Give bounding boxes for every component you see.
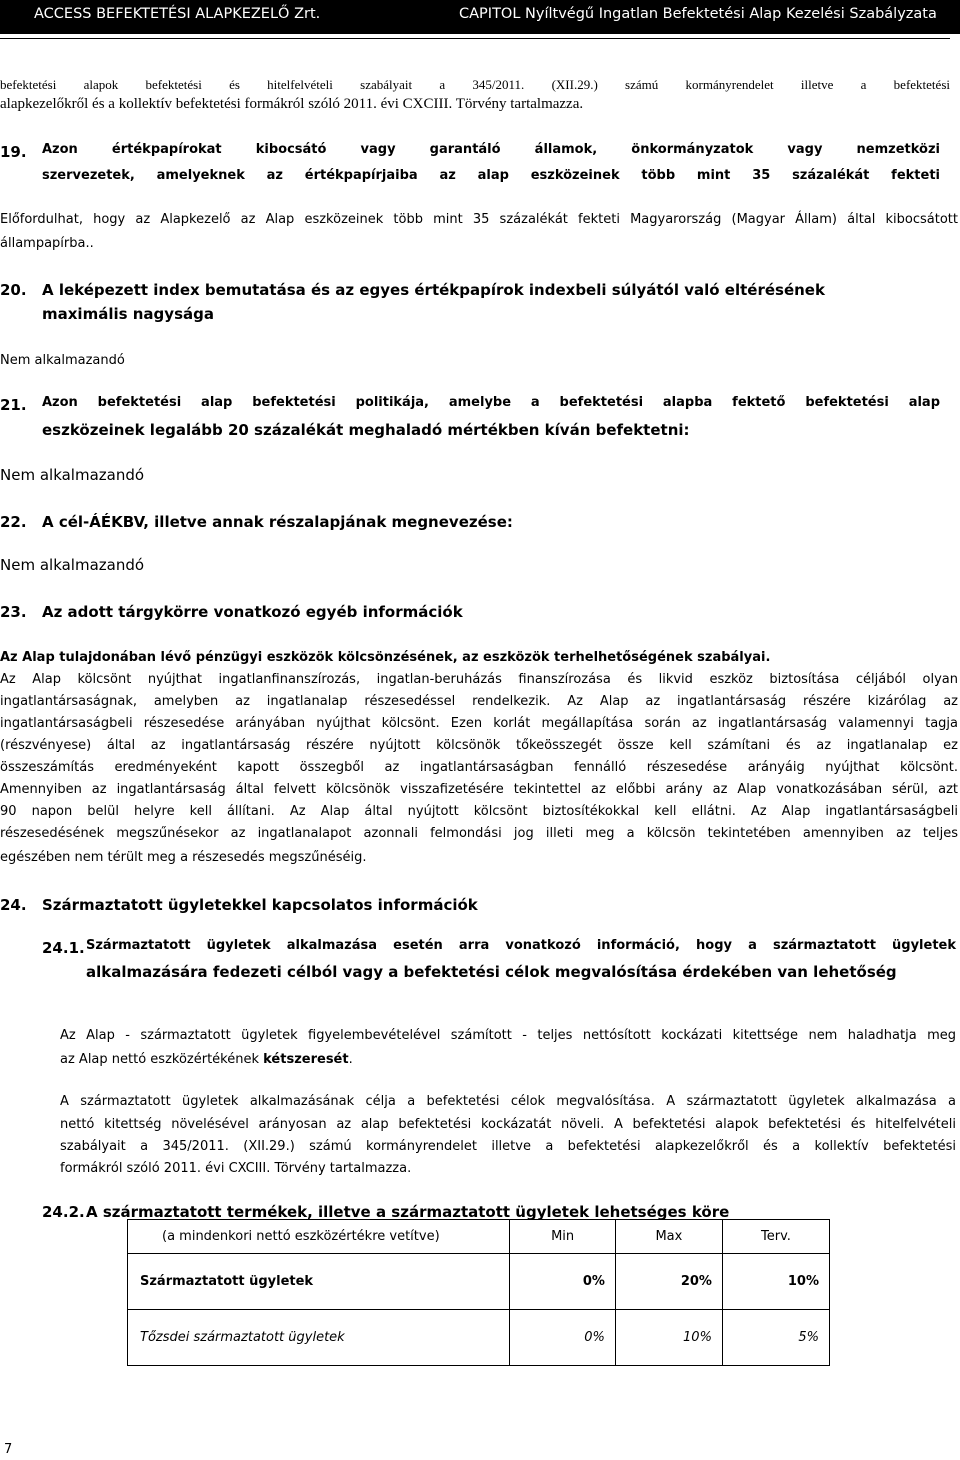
- table-cell: 0%: [510, 1310, 616, 1366]
- subsection-24-2-title: A származtatott termékek, illetve a származtatott ügyletek lehetséges köre: [86, 1203, 730, 1221]
- subsection-24-1-para: formákról szóló 2011. évi CXCIII. Törvény tartalmazza.: [60, 1161, 412, 1176]
- subsection-number: 24.1.: [42, 939, 85, 957]
- subsection-number: 24.2.: [42, 1203, 85, 1221]
- subsection-24-1-para: nettó kitettség növelésével arányosan az alap befektetési kockázatát növeli. A befektetési alapok befektetési és hitelfelvételi: [60, 1117, 956, 1132]
- subsection-24-1-title: alkalmazására fedezeti célból vagy a befektetési célok megvalósítása érdekében van lehetőség: [86, 963, 897, 981]
- section-22-title: A cél-ÁÉKBV, illetve annak részalapjának megnevezése:: [42, 513, 513, 531]
- section-23-body: Amennyiben az ingatlantársaság által felvett kölcsönök visszafizetésére tekintettel az előbbi arány az Alap vonatkozásában sérül, azt: [0, 782, 958, 797]
- table-cell: 10%: [722, 1254, 829, 1310]
- section-23-body: egészében nem térült meg a részesedés megszűnéséig.: [0, 850, 367, 865]
- subsection-24-1-title: Származtatott ügyletek alkalmazása esetén arra vonatkozó információ, hogy a származtatott ügyletek: [86, 938, 956, 953]
- section-19-title: Azon értékpapírokat kibocsátó vagy garantáló államok, önkormányzatok vagy nemzetközi: [42, 142, 940, 157]
- section-23-subtitle: Az Alap tulajdonában lévő pénzügyi eszközök kölcsönzésének, az eszközök terhelhetőségének szabályai.: [0, 650, 771, 665]
- section-23-body: részesedésének megszűnésekor az ingatlanalapot azonnali felmondási jog illeti meg a kölcsön tekintetében amennyiben az teljes: [0, 826, 958, 841]
- table-header-cell: Min: [510, 1220, 616, 1254]
- section-23-body: (részvényese) által az ingatlantársaság részére nyújtott kölcsönök tőkeösszegét össze kell számítani és az ingatlanalap ez: [0, 738, 958, 753]
- section-20-body: Nem alkalmazandó: [0, 353, 125, 368]
- section-24-title: Származtatott ügyletekkel kapcsolatos információk: [42, 896, 478, 914]
- section-21-body: Nem alkalmazandó: [0, 466, 145, 484]
- table-header-cell: Max: [615, 1220, 722, 1254]
- section-number: 20.: [0, 281, 27, 299]
- page-header: [0, 0, 960, 34]
- section-number: 19.: [0, 143, 27, 161]
- section-number: 23.: [0, 603, 27, 621]
- section-19-body: Előfordulhat, hogy az Alapkezelő az Alap eszközeinek több mint 35 százalékát fekteti Magyarország (Magyar Állam) által kibocsátott: [0, 212, 958, 227]
- section-20-title: A leképezett index bemutatása és az egyes értékpapírok indexbeli súlyától való eltérésének: [42, 281, 825, 299]
- subsection-24-1-para: A származtatott ügyletek alkalmazásának célja a befektetési célok megvalósítása. A származtatott ügyletek alkalmazása a: [60, 1094, 956, 1109]
- section-22-body: Nem alkalmazandó: [0, 556, 145, 574]
- section-number: 21.: [0, 396, 27, 414]
- table-cell: 0%: [510, 1254, 616, 1310]
- subsection-24-1-para: Az Alap - származtatott ügyletek figyelembevételével számított - teljes nettósított kockázati kitettsége nem haladhatja meg: [60, 1028, 956, 1043]
- table-cell: Tőzsdei származtatott ügyletek: [128, 1310, 510, 1366]
- header-document-title: CAPITOL Nyíltvégű Ingatlan Befektetési Alap Kezelési Szabályzata: [459, 6, 937, 22]
- table-cell: 5%: [722, 1310, 829, 1366]
- section-20-title: maximális nagysága: [42, 305, 214, 323]
- section-number: 24.: [0, 896, 27, 914]
- emphasis: kétszeresét: [263, 1052, 349, 1067]
- table-row: [128, 1254, 830, 1310]
- table-cell: Származtatott ügyletek: [128, 1254, 510, 1310]
- section-23-title: Az adott tárgykörre vonatkozó egyéb információk: [42, 603, 463, 621]
- header-company: ACCESS BEFEKTETÉSI ALAPKEZELŐ Zrt.: [34, 6, 321, 22]
- section-23-body: ingatlantársaságbeli részesedése arányában nyújthat kölcsönt. Ezen korlát megállapítása során az ingatlantársaság valamennyi tagja: [0, 716, 958, 731]
- header-rule: [0, 38, 950, 39]
- table-cell: 10%: [615, 1310, 722, 1366]
- table-header-cell: (a mindenkori nettó eszközértékre vetítve): [128, 1220, 510, 1254]
- intro-line: alapkezelőkről és a kollektív befektetési formákról szóló 2011. évi CXCIII. Törvény tartalmazza.: [0, 96, 584, 112]
- section-23-body: Az Alap kölcsönt nyújthat ingatlanfinanszírozás, ingatlan-beruházás finanszírozása és likvid eszköz biztosítása céljából olyan: [0, 672, 958, 687]
- intro-line: befektetési alapok befektetési és hitelfelvételi szabályait a 345/2011. (XII.29.) számú kormányrendelet illetve a befektetési: [0, 77, 950, 92]
- section-23-body: 90 napon belül helyre kell állítani. Az Alap által nyújtott kölcsönt biztosítékokkal kell ellátni. Az Alap ingatlantársaságbeli: [0, 804, 958, 819]
- table-header-row: [128, 1220, 830, 1254]
- section-23-body: ingatlantársaságnak, amelyben az ingatlanalap részesedéssel rendelkezik. Az Alap az ingatlantársaság részére kizárólag az: [0, 694, 958, 709]
- section-21-title: eszközeinek legalább 20 százalékát meghaladó mértékben kíván befektetni:: [42, 421, 690, 439]
- section-21-title: Azon befektetési alap befektetési politikája, amelybe a befektetési alapba fektető befektetési alap: [42, 395, 940, 410]
- section-number: 22.: [0, 513, 27, 531]
- section-19-body: állampapírba..: [0, 236, 94, 251]
- page-number: 7: [4, 1442, 13, 1457]
- table-cell: 20%: [615, 1254, 722, 1310]
- derivatives-table: [127, 1219, 830, 1366]
- subsection-24-1-para: az Alap nettó eszközértékének kétszeresét.: [60, 1052, 353, 1067]
- table-row: [128, 1310, 830, 1366]
- section-23-body: összeszámítás eredményeként kapott összegből az ingatlantársaságban fennálló részesedése arányáig nyújthat kölcsönt.: [0, 760, 958, 775]
- subsection-24-1-para: szabályait a 345/2011. (XII.29.) számú kormányrendelet illetve a befektetési alapkezelőkről és a kollektív befektetési: [60, 1139, 956, 1154]
- table-header-cell: Terv.: [722, 1220, 829, 1254]
- section-19-title: szervezetek, amelyeknek az értékpapírjaiba az alap eszközeinek több mint 35 százalékát fekteti: [42, 168, 940, 183]
